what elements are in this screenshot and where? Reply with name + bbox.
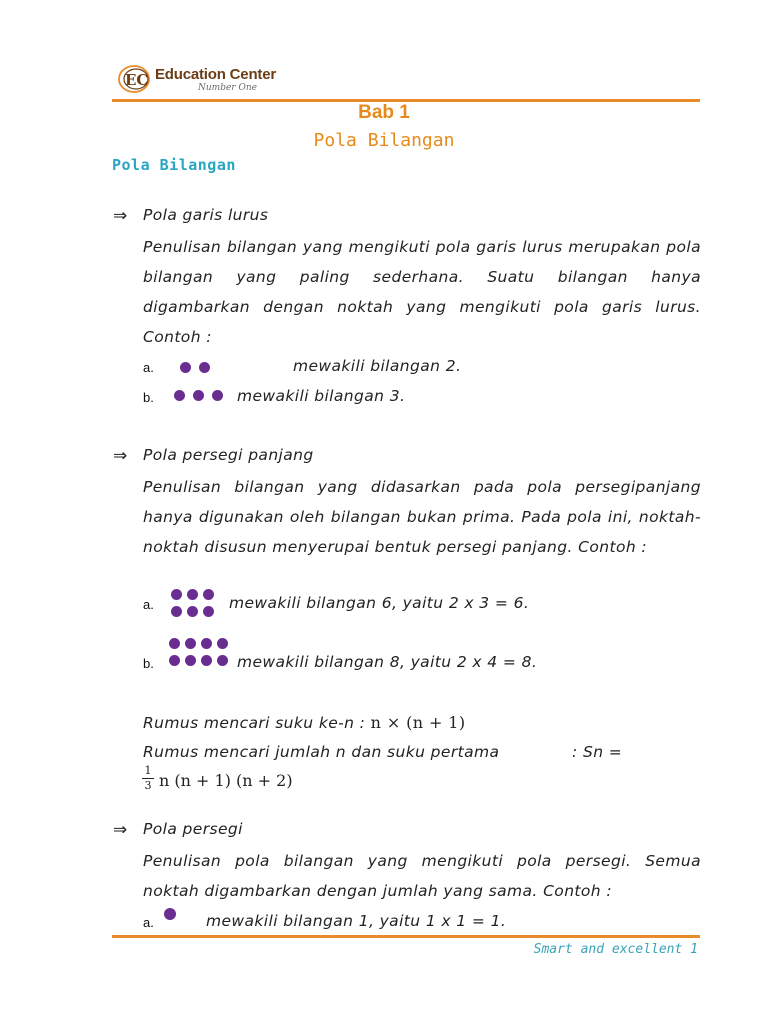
logo-title: Education Center [155,66,276,83]
chapter-title: Bab 1 [358,102,410,123]
logo-letters: EC [125,71,149,89]
paragraph-persegi: Penulisan pola bilangan yang mengikuti pola persegi. Semua noktah digambarkan dengan jumlah yang sama. Contoh : [143,852,701,900]
fraction-numerator: 1 [144,764,152,777]
example-label: a. [143,915,154,930]
formula-sum-equals: : Sn = [572,743,623,761]
footer-text: Smart and excellent 1 [533,942,698,957]
example-label: a. [143,597,154,612]
logo-subtitle: Number One [198,83,257,93]
logo-icon [117,64,153,94]
example-label: b. [143,656,154,671]
formula-label: Rumus mencari suku ke-n : [143,714,371,732]
paragraph-garis-lurus: Penulisan bilangan yang mengikuti pola garis lurus merupakan pola bilangan yang paling sederhana. Suatu bilangan hanya digambarkan dengan noktah yang mengikuti pola garis lurus. Contoh : [143,238,701,346]
example-label: b. [143,390,154,405]
topic-title-persegi-panjang: Pola persegi panjang [143,446,314,464]
arrow-icon: ⇒ [113,446,128,466]
fraction-denominator: 3 [144,779,152,792]
formula-fraction [142,765,154,792]
formula-sum-label: Rumus mencari jumlah n dan suku pertama [143,743,500,761]
example-text: mewakili bilangan 8, yaitu 2 x 4 = 8. [237,653,538,671]
arrow-icon: ⇒ [113,206,128,226]
paragraph-persegi-panjang: Penulisan bilangan yang didasarkan pada pola persegipanjang hanya digunakan oleh bilangan bukan prima. Pada pola ini, noktah-noktah disusun menyerupai bentuk persegi panjang. Contoh : [143,478,701,556]
example-text: mewakili bilangan 3. [237,387,406,405]
example-text: mewakili bilangan 6, yaitu 2 x 3 = 6. [229,594,530,612]
formula-nth-term [143,713,465,732]
formula-expression: n × (n + 1) [370,713,466,732]
topic-title-garis-lurus: Pola garis lurus [143,206,269,224]
formula-sum-expression: n (n + 1) (n + 2) [159,771,293,790]
chapter-subtitle: Pola Bilangan [313,130,455,151]
example-text: mewakili bilangan 1, yaitu 1 x 1 = 1. [206,912,507,930]
arrow-icon: ⇒ [113,820,128,840]
example-label: a. [143,360,154,375]
section-heading: Pola Bilangan [112,156,236,174]
footer-divider [112,935,700,938]
topic-title-persegi: Pola persegi [143,820,243,838]
example-text: mewakili bilangan 2. [293,357,462,375]
